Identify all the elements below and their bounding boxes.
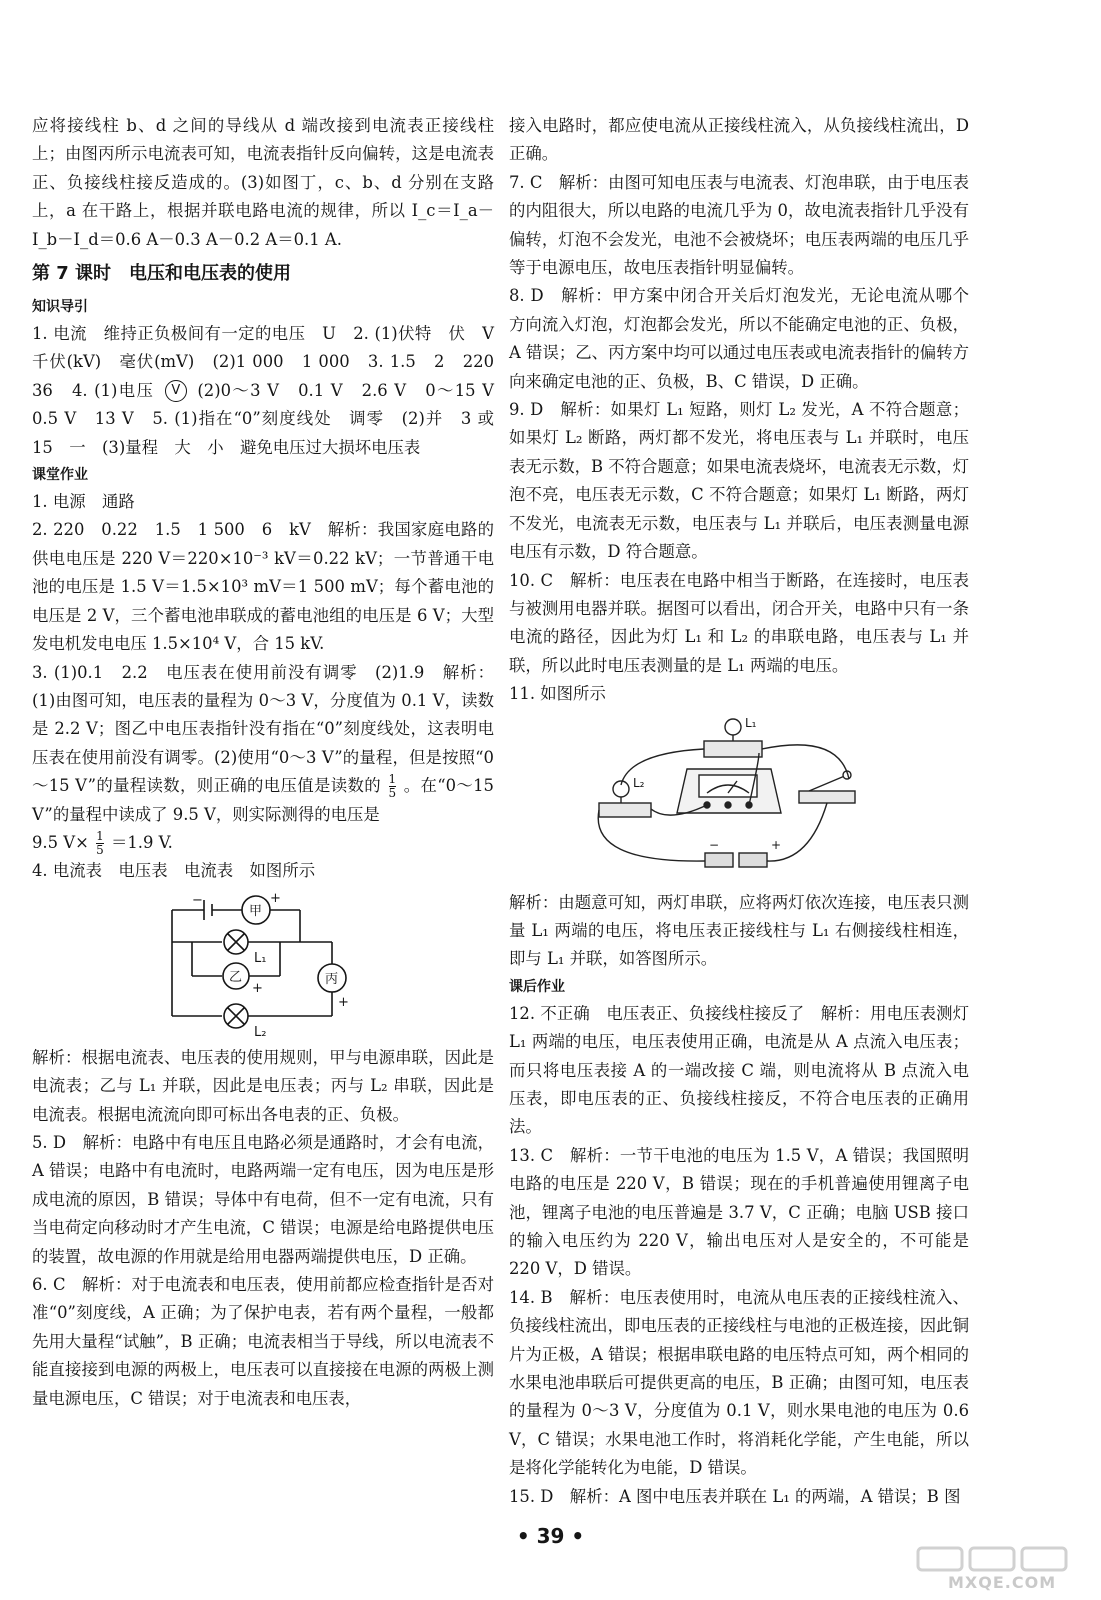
circuit-photo-11 [509,713,969,885]
watermark [908,1545,1093,1595]
answer-1: 1. 电源 通路 [32,492,135,512]
yi-plus-label: + [252,980,263,996]
fraction-numerator: 1 [388,772,397,787]
answer-11: 11. 如图所示 [509,684,606,704]
voltmeter-symbol-letter: V [171,383,181,399]
answer-13: 13. C 解析：一节干电池的电压为 1.5 V，A 错误；我国照明电路的电压是 220 V，B 错误；现在的手机普遍使用锂离子电池，锂离子电池的电压普遍是 3.7 V，C 正确；电脑 USB 接口的输入电压约为 220 V，输出电压对人是安全的，不可能是 220 V，D 错误。 [509,1145,969,1279]
answer-6-continued: 接入电路时，都应使电流从正接线柱流入，从负接线柱流出，D 正确。 [509,116,969,164]
right-column [509,112,969,1511]
paragraph-continued: 应将接线柱 b、d 之间的导线从 d 端改接到电流表正接线柱上；由图丙所示电流表可知，电流表指针反向偏转，这是电流表正、负接线柱接反造成的。(3)如图丁，c、b、d 分别在支路上，a 在干路上，根据并联电路电流的规律，所以 I_c＝I_a－I_b－I_d＝0.6 A－0.3 A－0.2 A＝0.1 A. [32,116,494,249]
section-homework: 课后作业 [509,978,565,995]
knowledge-answers-part1: 1. 电流 维持正负极间有一定的电压 U 2. (1)伏特 伏 V 千伏(kV) 毫伏(mV) (2)1 000 1 000 3. 1.5 2 220 36 4. (1)电压 [32,324,511,400]
answer-3-part1: 3. (1)0.1 2.2 电压表在使用前没有调零 (2)1.9 解析：(1)由图可知，电压表的量程为 0～3 V，分度值为 0.1 V，读数是 2.2 V；图乙中电压表指针没有指在“0”刻度线处，这表明电压表在使用前没有调零。(2)使用“0～3 V”的量程，但是按照“0～15 V”的量程读数，则正确的电压值是读数的 [32,662,494,796]
knowledge-answers-part2: (2)0～3 V 0.1 V 2.6 V 0～15 V 0.5 V 13 V 5. (1)指在“0”刻度线处 调零 (2)并 3 或 15 一 (3)量程 大 小 避免电压过大损坏电压表 [32,380,511,457]
answer-6: 6. C 解析：对于电流表和电压表，使用前都应检查指针是否对准“0”刻度线，A 正确；为了保护电表，若有两个量程，一般都先用大量程“试触”，B 正确；电流表相当于导线，所以电流表不能直接接到电源的两极上，电压表可以直接接在电源的两极上测量电源电压，C 错误；对于电流表和电压表， [32,1275,494,1408]
watermark-logo-icon [908,1545,1093,1575]
answer-3 [32,659,494,829]
left-column [32,112,511,1413]
answer-4-explanation: 解析：根据电流表、电压表的使用规则，甲与电源串联，因此是电流表；乙与 L₁ 并联，因此是电压表；丙与 L₂ 串联，因此是电流表。根据电流流向即可标出各电表的正、负极。 [32,1047,494,1124]
answer-14: 14. B 解析：电压表使用时，电流从电压表的正接线柱流入、负接线柱流出，即电压表的正接线柱与电池的正极连接，因此铜片为正极，A 错误；根据串联电路的电压特点可知，两个相同的水果电池串联后可提供更高的电压，B 正确；由图可知，电压表的量程为 0～3 V，分度值为 0.1 V，则水果电池的电压为 0.6 V，C 错误；水果电池工作时，将消耗化学能，产生电能，所以是将化学能转化为电能，D 错误。 [509,1287,969,1478]
voltmeter-symbol-icon [165,380,187,402]
knowledge-answers [32,320,511,462]
lesson-title: 第 7 课时 电压和电压表的使用 [32,263,292,285]
meter-jia-label: 甲 [249,903,263,919]
watermark-text: MXQE.COM [948,1573,1057,1592]
fraction-numerator-2: 1 [96,828,104,843]
jia-plus-label: + [270,890,281,906]
section-knowledge: 知识导引 [32,299,88,316]
answer-5: 5. D 解析：电路中有电压且电路必须是通路时，才会有电流，A 错误；电路中有电流时，电路两端一定有电压，因为电压是形成电流的原因，B 错误；导体中有电荷，但不一定有电流，只有当电荷定向移动时才产生电流，C 错误；电源是给电路提供电压的装置，故电源的作用就是给用电器两端提供电压，D 正确。 [32,1132,494,1266]
bing-plus-label: + [338,994,349,1010]
answer-9: 9. D 解析：如果灯 L₁ 短路，则灯 L₂ 发光，A 不符合题意；如果灯 L₂ 断路，两灯都不发光，将电压表与 L₁ 并联时，电压表无示数，B 不符合题意；如果电流表烧坏，电流表无示数，灯泡不亮，电压表无示数，C 不符合题意；如果灯 L₁ 断路，两灯不发光，电流表无示数，电压表与 L₁ 并联后，电压表测量电源电压有示数，D 符合题意。 [509,400,969,562]
answer-15: 15. D 解析：A 图中电压表并联在 L₁ 的两端，A 错误；B 图 [509,1486,961,1506]
answer-3-result [32,829,494,857]
section-classwork: 课堂作业 [32,467,88,484]
lamp-l2-label: L₂ [254,1024,267,1040]
answer-4: 4. 电流表 电压表 电流表 如图所示 [32,861,316,881]
circuit-diagram-4 [32,890,494,1040]
lamp-l1-label: L₁ [254,950,267,966]
answer-10: 10. C 解析：电压表在电路中相当于断路，在连接时，电压表与被测用电器并联。据图可以看出，闭合开关，电路中只有一条电流的路径，因此为灯 L₁ 和 L₂ 的串联电路，电压表与 L₁ 并联，所以此时电压表测量的是 L₁ 两端的电压。 [509,570,969,675]
photo-battery-minus: − [709,837,720,852]
meter-yi-label: 乙 [229,969,243,985]
fraction-one-fifth-2 [96,830,104,857]
answer-3-part4: ＝1.9 V. [110,832,173,852]
answer-7: 7. C 解析：由图可知电压表与电流表、灯泡串联，由于电压表的内阻很大，所以电路的电流几乎为 0，故电流表指针几乎没有偏转，灯泡不会发光，电池不会被烧坏；电压表两端的电压几乎等于电源电压，故电压表指针明显偏转。 [509,172,969,278]
answer-3-part3: 9.5 V× [32,832,89,852]
photo-battery-plus: + [771,837,782,852]
fraction-one-fifth [389,773,397,800]
meter-bing-label: 丙 [325,971,339,987]
answer-12: 12. 不正确 电压表正、负接线柱接反了 解析：用电压表测灯 L₁ 两端的电压，电压表使用正确，电流是从 A 点流入电压表；而只将电压表接 A 的一端改接 C 端，则电流将从 B 点流入电压表，即电压表的正、负接线柱接反，不符合电压表的正确用法。 [509,1003,969,1137]
page-number: • 39 • [516,1524,585,1548]
fraction-denominator: 5 [388,786,397,801]
answer-11-explanation: 解析：由题意可知，两灯串联，应将两灯依次连接，电压表只测量 L₁ 两端的电压，将电压表正接线柱与 L₁ 右侧接线柱相连，即与 L₁ 并联，如答图所示。 [509,892,969,969]
fraction-denominator-2: 5 [96,842,104,857]
battery-minus-label: − [192,892,203,908]
photo-lamp-l1-label: L₁ [745,715,757,730]
answer-3-part2: 。在“0～15 V”的量程中读成了 9.5 V，则实际测得的电压是 [32,776,494,824]
photo-lamp-l2-label: L₂ [633,775,645,790]
answer-2: 2. 220 0.22 1.5 1 500 6 kV 解析：我国家庭电路的供电电压是 220 V＝220×10⁻³ kV＝0.22 kV；一节普通干电池的电压是 1.5 V＝1.5×10³ mV＝1 500 mV；每个蓄电池的电压是 2 V，三个蓄电池串联成的蓄电池组的电压是 6 V；大型发电机发电电压 1.5×10⁴ V，合 15 kV. [32,520,494,654]
answer-8: 8. D 解析：甲方案中闭合开关后灯泡发光，无论电流从哪个方向流入灯泡，灯泡都会发光，所以不能确定电池的正、负极，A 错误；乙、丙方案中均可以通过电压表或电流表指针的偏转方向来确定电池的正、负极，B、C 错误，D 正确。 [509,286,969,391]
